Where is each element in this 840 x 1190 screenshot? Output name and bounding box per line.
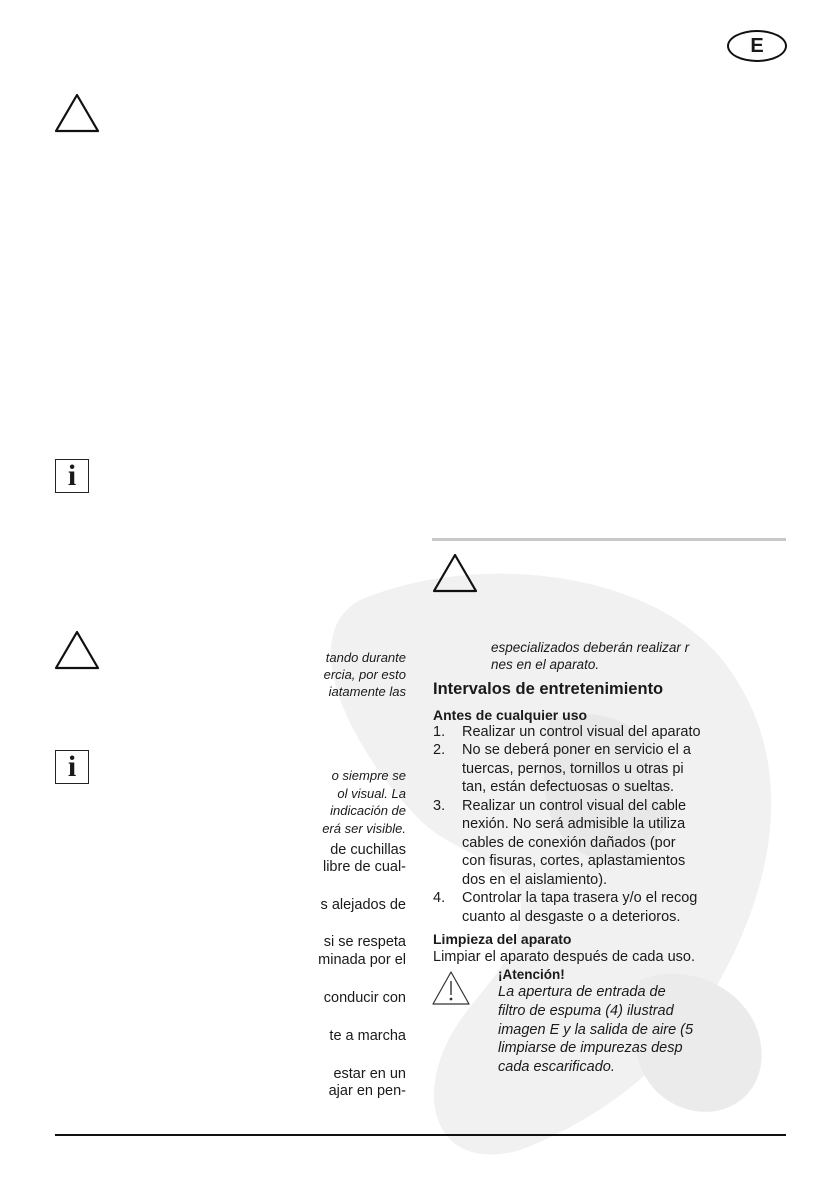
info-i-icon: i bbox=[55, 750, 89, 784]
text-line: o siempre se bbox=[331, 768, 406, 783]
warning-triangle-icon bbox=[54, 630, 100, 670]
list-item: tuercas, pernos, tornillos u otras pi bbox=[462, 761, 684, 777]
warning-triangle-icon bbox=[54, 93, 100, 133]
text-line: estar en un bbox=[333, 1066, 406, 1082]
text-line: cada escarificado. bbox=[498, 1059, 615, 1075]
list-item: No se deberá poner en servicio el a bbox=[462, 742, 691, 758]
text-line: nes en el aparato. bbox=[491, 657, 600, 672]
text-line: libre de cual- bbox=[322, 859, 406, 875]
text-line: si se respeta bbox=[323, 934, 406, 950]
text-line: especializados deberán realizar r bbox=[491, 640, 690, 655]
list-item: cuanto al desgaste o a deterioros. bbox=[462, 909, 681, 925]
subsection-title: Limpieza del aparato bbox=[433, 931, 572, 947]
text-line: ajar en pen- bbox=[328, 1083, 406, 1099]
section-title: Intervalos de entretenimiento bbox=[433, 680, 664, 698]
text-line: minada por el bbox=[318, 952, 406, 968]
list-item: tan, están defectuosas o sueltas. bbox=[462, 779, 674, 795]
text-line: La apertura de entrada de bbox=[498, 984, 666, 1000]
text-line: imagen E y la salida de aire (5 bbox=[498, 1022, 694, 1038]
attention-title: ¡Atención! bbox=[498, 967, 565, 982]
text-line: filtro de espuma (4) ilustrad bbox=[498, 1003, 674, 1019]
text-line: indicación de bbox=[330, 803, 406, 818]
text-line: iatamente las bbox=[328, 684, 406, 699]
list-item: Realizar un control visual del cable bbox=[462, 798, 687, 814]
cleaning-text: Limpiar el aparato después de cada uso. bbox=[433, 949, 695, 965]
list-item: Realizar un control visual del aparato bbox=[462, 724, 701, 740]
text-line: tando durante bbox=[325, 650, 406, 665]
text-line: ercia, por esto bbox=[323, 667, 406, 682]
list-number: 2. bbox=[433, 742, 446, 758]
text-line: de cuchillas bbox=[330, 842, 406, 858]
warning-triangle-icon bbox=[432, 553, 478, 593]
text-line: conducir con bbox=[323, 990, 406, 1006]
text-line: te a marcha bbox=[329, 1028, 406, 1044]
list-item: cables de conexión dañados (por bbox=[462, 835, 676, 851]
section-separator bbox=[432, 538, 786, 541]
list-item: dos en el aislamiento). bbox=[462, 872, 608, 888]
text-line: limpiarse de impurezas desp bbox=[498, 1040, 683, 1056]
list-item: Controlar la tapa trasera y/o el recog bbox=[462, 890, 698, 906]
caution-exclamation-icon bbox=[431, 970, 471, 1006]
list-item: nexión. No será admisible la utiliza bbox=[462, 816, 686, 832]
text-line: s alejados de bbox=[320, 897, 406, 913]
subsection-title: Antes de cualquier uso bbox=[433, 707, 588, 723]
text-line: erá ser visible. bbox=[322, 821, 406, 836]
footer-rule bbox=[55, 1134, 786, 1136]
text-line: ol visual. La bbox=[337, 786, 406, 801]
list-number: 3. bbox=[433, 798, 446, 814]
list-number: 4. bbox=[433, 890, 446, 906]
language-badge: E bbox=[727, 30, 787, 62]
info-i-icon: i bbox=[55, 459, 89, 493]
list-item: con fisuras, cortes, aplastamientos bbox=[462, 853, 686, 869]
list-number: 1. bbox=[433, 724, 446, 740]
